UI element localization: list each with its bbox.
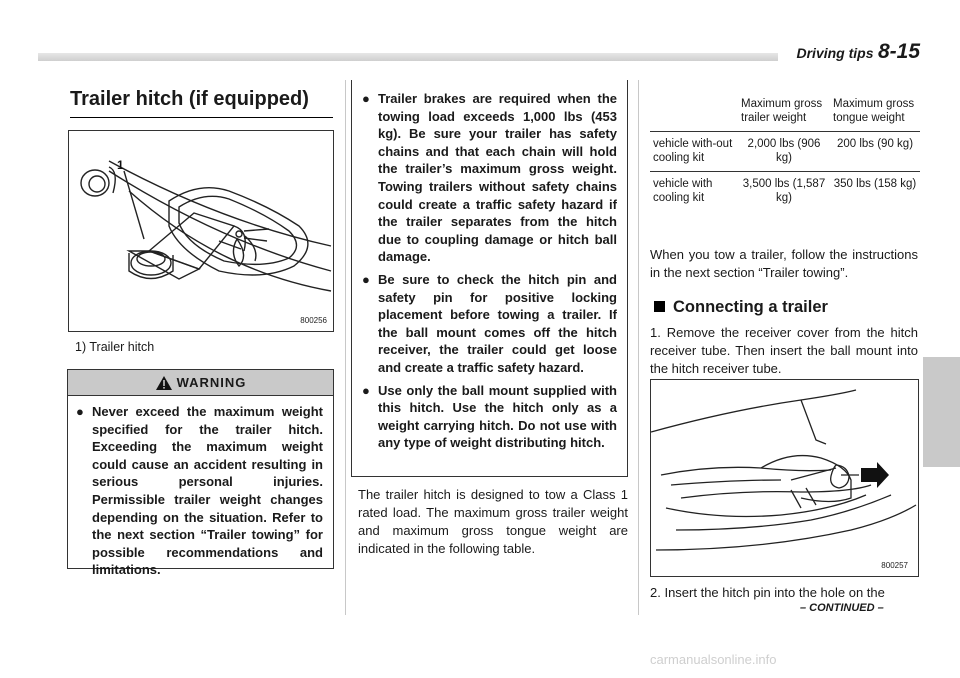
warning-item-text: Trailer brakes are required when the towing load exceeds 1,000 lbs (453 kg). Be sure your trailer has safety chains and that each chain will hold the trailer’s maximum gross weight. Towing trailers without safety chains could create a traffic safety hazard if the trailer separates from the hitch due to coupling damage or hitch ball damage. [378,91,617,265]
section-title: Driving tips [796,45,874,61]
warning-item-text: Be sure to check the hitch pin and safety pin for positive locking placement before towing a trailer. If the ball mount comes off the hitch receiver, the trailer could get loose and create a traffic safety hazard. [378,271,617,375]
row-label: vehicle with-out cooling kit [650,132,738,172]
table-cell: 3,500 lbs (1,587 kg) [742,178,826,204]
spec-table [650,92,920,211]
watermark: carmanualsonline.info [650,652,777,667]
warning-box [67,369,334,578]
column-header: Maximum gross trailer weight [738,92,830,132]
figure-callout: 1 [117,158,124,172]
towing-note: When you tow a trailer, follow the instructions in the next section “Trailer towing”. [650,247,918,280]
direction-arrow-icon [861,462,889,488]
bullet: ● [362,91,370,106]
table-cell: 200 lbs (90 kg) [830,132,920,172]
bullet: ● [76,404,84,419]
bullet: ● [362,382,370,398]
warning-item [362,382,617,452]
table-row [650,132,920,172]
table-cell: 350 lbs (158 kg) [833,178,917,190]
warning-header [68,370,333,396]
subheading-text: Connecting a trailer [673,298,828,316]
warning-item [76,403,323,579]
square-bullet-icon [654,301,665,312]
row-label: vehicle with cooling kit [653,178,713,204]
warning-title: WARNING [176,375,247,390]
warning-box-continued [351,80,628,477]
trailer-hitch-illustration [69,131,333,331]
continued-label: – CONTINUED – [800,602,884,614]
table-row [650,172,920,212]
warning-item [362,271,617,377]
column-divider [345,80,346,615]
subheading [654,298,828,317]
chapter-side-tab [923,357,960,467]
warning-item [362,90,617,266]
column-divider [638,80,639,615]
table-header-row [650,92,920,132]
step-2: 2. Insert the hitch pin into the hole on the [650,585,885,600]
step-1: 1. Remove the receiver cover from the hitch receiver tube. Then insert the ball mount into the hitch receiver tube. [650,325,918,376]
table-cell: 2,000 lbs (906 kg) [738,132,830,172]
figure-code: 800256 [300,316,327,325]
ball-mount-illustration [651,380,918,576]
warning-item-text: Never exceed the maximum weight specified for the trailer hitch. Exceeding the maximum weight could cause an accident resulting in serious personal injuries. Permissible trailer weight changes depending on the situation. Refer to the next section “Trailer towing” for possible recommendations and limitations. [92,404,323,578]
figure-caption: 1) Trailer hitch [75,340,155,354]
page-number: 8-15 [877,40,920,63]
heading-rule [70,117,333,118]
page-header [797,40,921,64]
header-rule [38,53,778,61]
ball-mount-figure [650,379,919,577]
figure-code: 800257 [881,561,908,570]
warning-item-text: Use only the ball mount supplied with this hitch. Use the hitch only as a weight carrying hitch. Do not use with any type of weight distributing hitch. [378,382,617,451]
column-header: Maximum gross tongue weight [830,92,920,132]
warning-triangle-icon [155,375,173,391]
spec-table-wrap [650,92,920,211]
bullet: ● [362,271,370,287]
trailer-hitch-figure [68,130,334,332]
body-paragraph: The trailer hitch is designed to tow a Class 1 rated load. The maximum gross trailer weight and maximum gross tongue weight are indicated in the following table. [358,487,628,556]
table-corner [650,92,738,132]
section-heading: Trailer hitch (if equipped) [70,88,309,110]
